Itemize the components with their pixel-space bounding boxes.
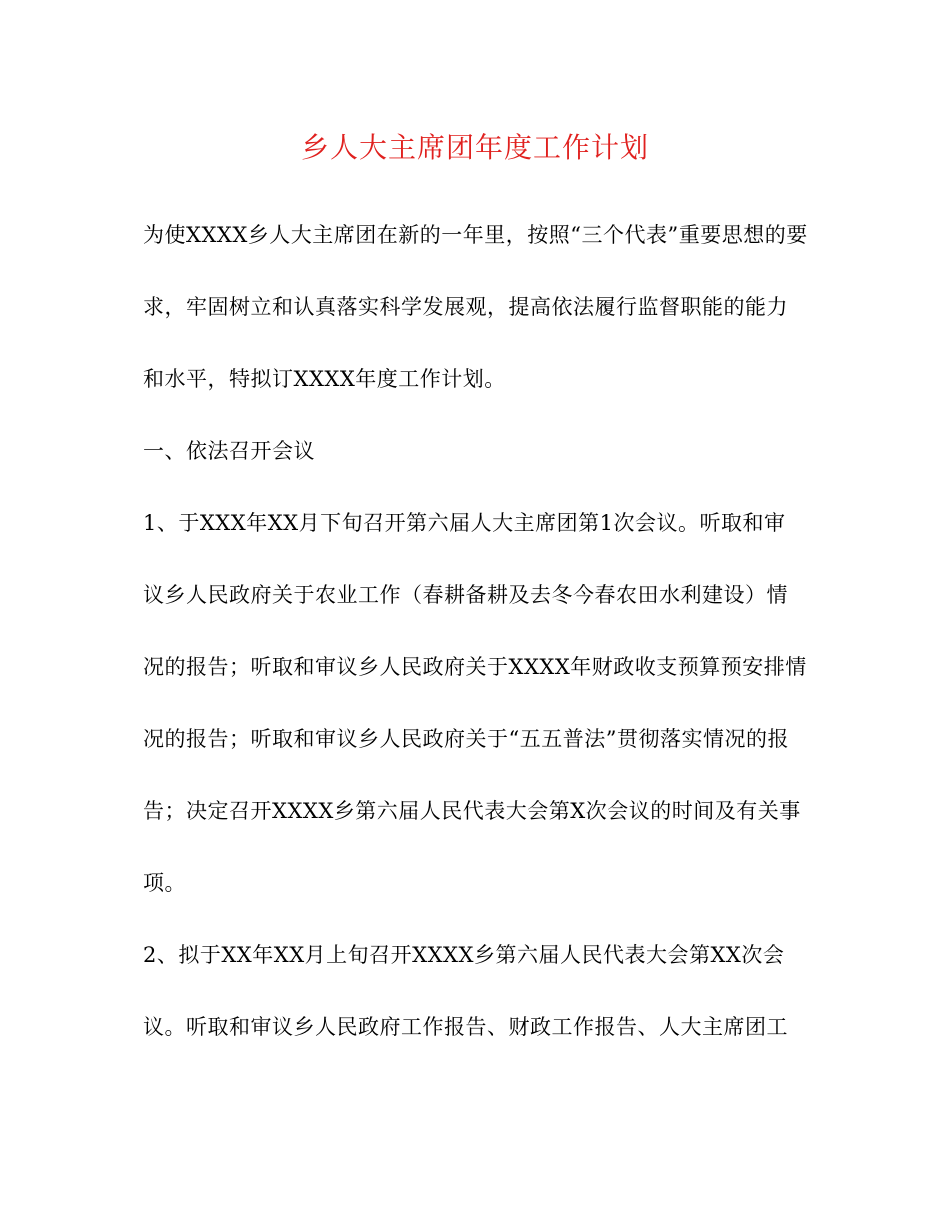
document-title: 乡人大主席团年度工作计划 (300, 131, 649, 164)
body-line: 项。 (143, 871, 186, 895)
body-line: 况的报告；听取和审议乡人民政府关于“五五普法”贯彻落实情况的报 (143, 727, 789, 751)
body-line: 2、拟于XX年XX月上旬召开XXXX乡第六届人民代表大会第XX次会 (143, 943, 785, 967)
body-line: 议。听取和审议乡人民政府工作报告、财政工作报告、人大主席团工 (143, 1015, 788, 1039)
body-line: 况的报告；听取和审议乡人民政府关于XXXX年财政收支预算预安排情 (143, 655, 807, 679)
body-line: 1、于XXX年XX月下旬召开第六届人大主席团第1次会议。听取和审 (143, 511, 786, 535)
body-line: 求，牢固树立和认真落实科学发展观，提高依法履行监督职能的能力 (143, 295, 788, 319)
body-line: 为使XXXX乡人大主席团在新的一年里，按照“三个代表”重要思想的要 (143, 223, 808, 247)
body-line: 告；决定召开XXXX乡第六届人民代表大会第X次会议的时间及有关事 (143, 799, 801, 823)
section-heading: 一、依法召开会议 (143, 439, 315, 463)
body-line: 和水平，特拟订XXXX年度工作计划。 (143, 367, 506, 391)
body-line: 议乡人民政府关于农业工作（春耕备耕及去冬今春农田水利建设）情 (143, 583, 788, 607)
